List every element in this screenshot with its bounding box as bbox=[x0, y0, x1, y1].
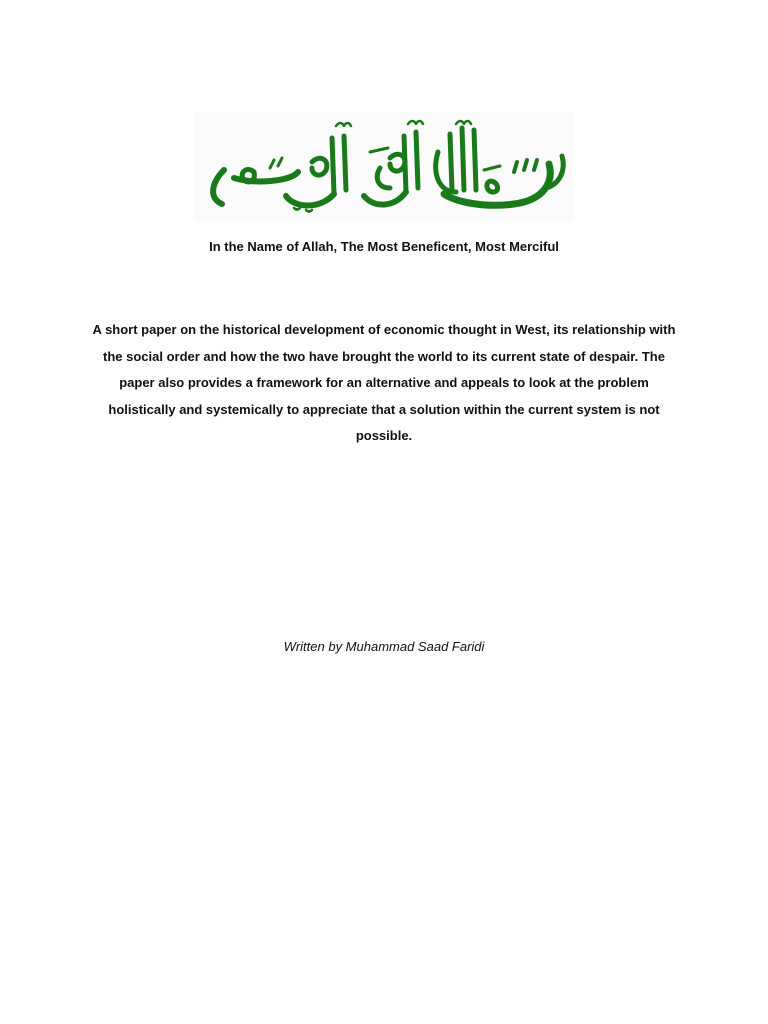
abstract-paragraph: A short paper on the historical development of economic thought in West, its relationship with the social order and how the two have brought the world to its current state of despair. The paper also provides a framework for an alternative and appeals to look at the problem holistically and systemically to appreciate that a solution within the current system is not possible. bbox=[92, 322, 676, 444]
bismillah-calligraphy-icon bbox=[194, 112, 574, 222]
page-title: In the Name of Allah, The Most Beneficent, Most Merciful bbox=[209, 239, 559, 254]
author-byline: Written by Muhammad Saad Faridi bbox=[283, 639, 485, 654]
